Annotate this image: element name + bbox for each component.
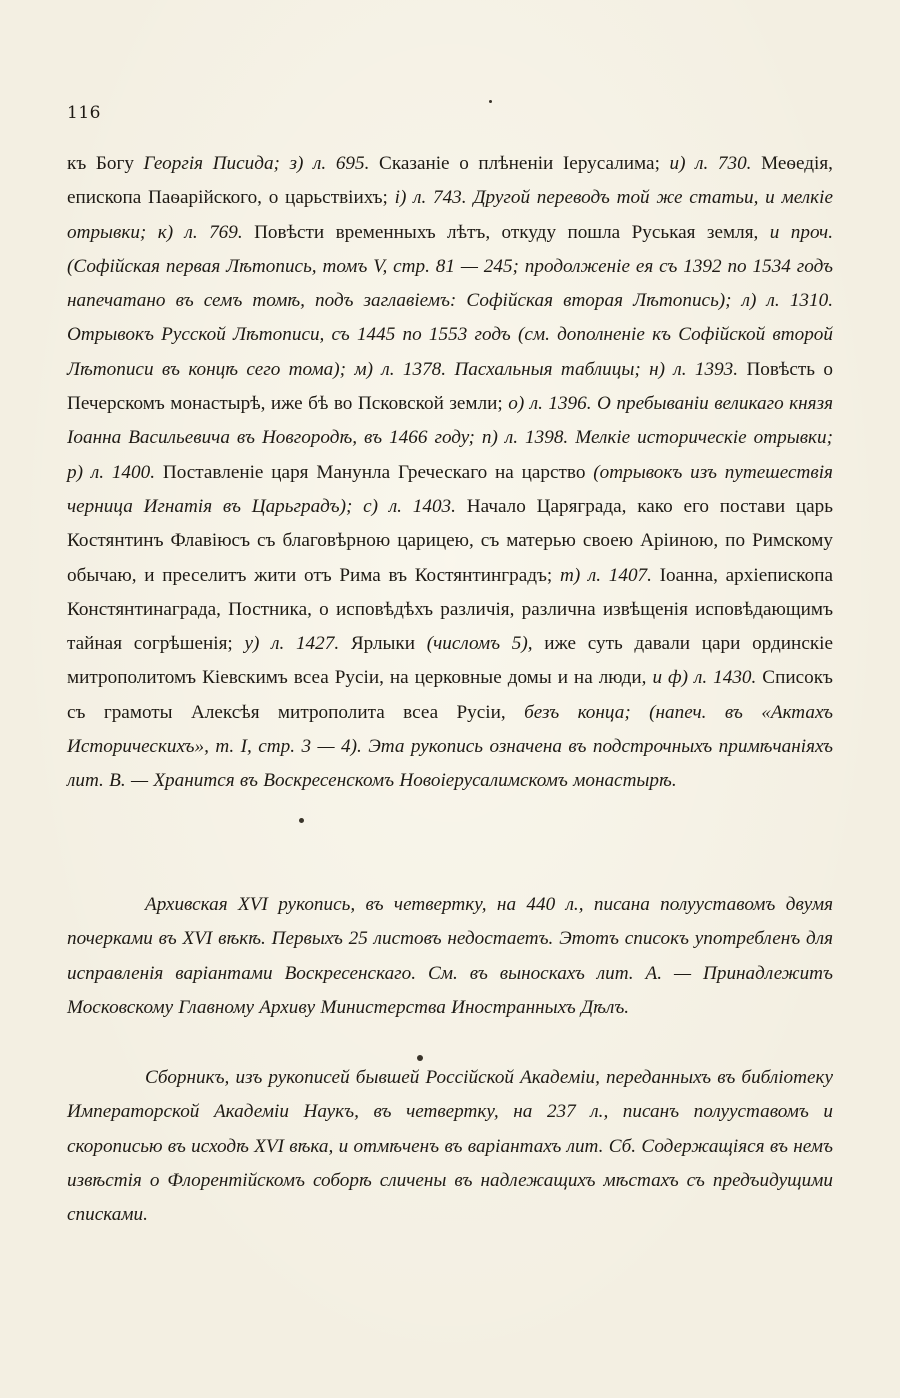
paragraph-3 [67, 1061, 833, 1232]
italic-text-run: Архивская XVI рукопись, въ четвертку, на 440 л., писана полууставомъ двумя почерками въ XVI вѣкѣ. Первыхъ 25 листовъ недостаетъ. Этотъ списокъ употребленъ для исправленія варіантами Воскресенскаго. См. въ выноскахъ лит. А. — Принадлежитъ Московскому Главному Архиву Министерства Иностранныхъ Дѣлъ. [67, 894, 833, 1018]
italic-text-run: и ф) л. 1430. [652, 667, 757, 689]
page-number: 116 [67, 103, 101, 123]
italic-text-run: Георгія Писида; з) л. 695. [143, 153, 370, 174]
italic-text-run: (числомъ 5), [426, 633, 533, 655]
italic-text-run: і) л. 743. Другой переводъ той же статьи, и мелкіе отрывки; к) л. 769. [67, 187, 833, 243]
text-run: Повѣсть о Печерскомъ монастырѣ, иже бѣ во Псковской земли; [67, 358, 833, 415]
italic-text-run: безъ конца; (напеч. въ «Актахъ Историческихъ», т. I, стр. 3 — 4). Эта рукопись означена въ подстрочныхъ примѣчаніяхъ лит. В. — Хранится въ Воскресенскомъ Новоіерусалимскомъ монастырѣ. [67, 701, 833, 792]
text-run: къ Богу [67, 153, 144, 174]
italic-text-run: и) л. 730. [669, 153, 752, 174]
italic-text-run: (отрывокъ изъ путешествія черница Игнатія въ Царьградъ); с) л. 1403. [67, 461, 833, 517]
text-run: Повѣсти временныхъ лѣтъ, откуду пошла Руськая земля, [242, 221, 770, 243]
text-run: Списокъ съ грамоты Алексѣя митрополита всеа Русіи, [67, 667, 833, 723]
text-run: Іоанна, архіепископа Констянтинаграда, Постника, о исповѣдѣхъ различія, различна извѣщенія исповѣдающимъ тайная согрѣшенія; [67, 564, 833, 655]
text-run: Сказаніе о плѣненіи Іерусалима; [369, 153, 670, 174]
ink-speck [299, 818, 304, 823]
italic-text-run: и проч. (Софійская первая Лѣтопись, томъ V, стр. 81 — 245; продолженіе ея съ 1392 по 1534 годъ напечатано въ семъ томѣ, подъ заглавіемъ: Софійская вторая Лѣтопись); л) л. 1310. Отрывокъ Русской Лѣтописи, съ 1445 по 1553 годъ (см. дополненіе къ Софійской второй Лѣтописи въ концѣ сего тома); м) л. 1378. Пасхальныя таблицы; н) л. 1393. [67, 221, 833, 380]
ink-speck [489, 100, 492, 103]
text-run: Ярлыки [339, 633, 427, 655]
paragraph-2 [67, 888, 833, 1025]
italic-text-run: т) л. 1407. [559, 564, 652, 586]
text-run: Начало Царяграда, како его постави царь Костянтинъ Флавіюсъ съ благовѣрною царицею, съ матерью своею Аріиною, по Римскому обычаю, и преселитъ жити отъ Рима въ Костянтинградъ; [67, 495, 833, 586]
italic-text-run: Сборникъ, изъ рукописей бывшей Россійской Академіи, переданныхъ въ библіотеку Императорской Академіи Наукъ, въ четвертку, на 237 л., писанъ полууставомъ и скорописью въ исходѣ XVI вѣка, и отмѣченъ въ варіантахъ лит. Сб. Содержащіяся въ немъ извѣстія о Флорентійскомъ соборѣ сличены въ надлежащихъ мѣстахъ съ предъидущими списками. [67, 1067, 833, 1226]
paragraph-1 [67, 147, 833, 799]
text-run: иже суть давали цари ординскіе митрополитомъ Кіевскимъ всеа Русіи, на церковные домы и на люди, [67, 633, 834, 689]
italic-text-run: о) л. 1396. О пребываніи великаго князя Іоанна Васильевича въ Новгородѣ, въ 1466 году; п) л. 1398. Мелкіе историческіе отрывки; р) л. 1400. [67, 393, 833, 483]
text-run: Поставленіе царя Манунла Греческаго на царство [155, 461, 594, 483]
italic-text-run: у) л. 1427. [244, 633, 340, 655]
text-run: Меѳедія, епископа Паѳарійского, о царьствіихъ; [67, 153, 833, 209]
